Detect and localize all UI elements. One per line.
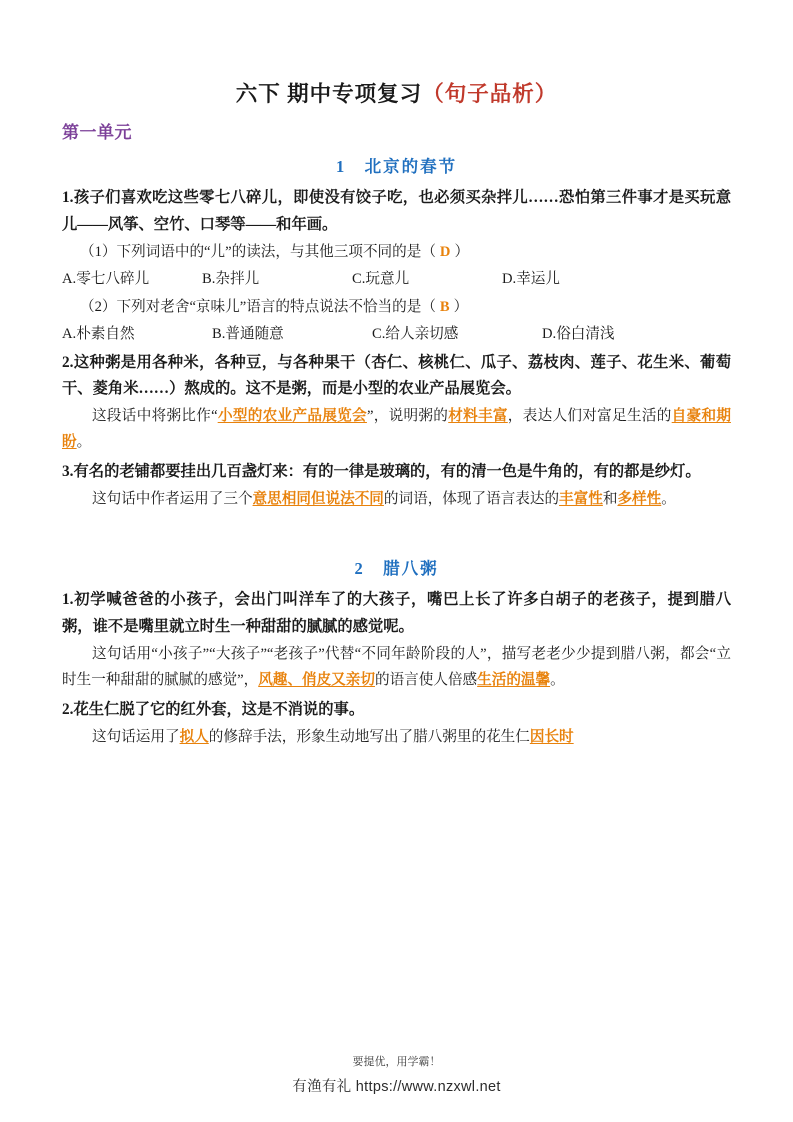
- highlight-answer: 丰富性: [559, 491, 603, 508]
- lesson-1-q1-sub2-options: [62, 322, 731, 347]
- highlight-answer: 多样性: [617, 491, 662, 508]
- page-footer: [0, 1053, 793, 1096]
- lesson-1-question-2: 2.这种粥是用各种米，各种豆，与各种果干（杏仁、核桃仁、瓜子、荔枝肉、莲子、花生米、葡萄干、菱角米……）熬成的。这不是粥，而是小型的农业产品展览会。: [62, 353, 731, 397]
- lesson-1-q3-explanation: [62, 487, 731, 513]
- lesson-1-question-1: 1.孩子们喜欢吃这些零七八碎儿，即使没有饺子吃，也必须买杂拌儿……恐怕第三件事才是买玩意儿——风筝、空竹、口琴等——和年画。: [62, 189, 731, 233]
- option-d: D.俗白清浅: [542, 325, 615, 342]
- highlight-answer: 意思相同但说法不同: [252, 491, 384, 508]
- lesson-2-question-1: 1.初学喊爸爸的小孩子，会出门叫洋车了的大孩子，嘴巴上长了许多白胡子的老孩子，提到腊八粥，谁不是嘴里就立时生一种甜甜的腻腻的感觉呢。: [62, 591, 731, 635]
- option-c: C.给人亲切感: [372, 325, 459, 342]
- page-title-main: 六下 期中专项复习: [235, 82, 423, 106]
- lesson-2-number: 2: [354, 559, 365, 579]
- lesson-2-name: 腊八粥: [383, 559, 439, 579]
- lesson-1-q1-sub1-options: [62, 267, 731, 292]
- lesson-1-q1-sub2-close: ）: [453, 298, 469, 315]
- lesson-1-heading: [62, 153, 731, 177]
- option-b: B.普通随意: [212, 325, 284, 342]
- lesson-2-question-2: 2.花生仁脱了它的红外套，这是不消说的事。: [62, 700, 365, 718]
- expl-text: 这句话运用了: [92, 729, 180, 746]
- expl-text: 。: [550, 671, 565, 688]
- lesson-1-q1-sub1: [62, 240, 731, 265]
- expl-text: 。: [76, 434, 92, 451]
- lesson-1-number: 1: [335, 157, 347, 177]
- option-b: B.杂拌儿: [202, 270, 260, 287]
- expl-text: 这段话中将粥比作“: [92, 408, 218, 425]
- unit-heading: 第一单元: [62, 123, 132, 143]
- expl-text: ，表达人们对富足生活的: [507, 408, 672, 425]
- expl-text: 和: [602, 491, 618, 508]
- expl-text: 这句话用“小孩子”“大孩子”“老孩子”代替“不同年龄阶段的人”，描写老老少少提到腊八粥，都会“立时生一种甜甜的腻腻的感觉”，: [62, 646, 731, 688]
- lesson-1-q2-explanation: [62, 404, 731, 456]
- expl-text: 。: [661, 491, 676, 508]
- option-a: A.零七八碎儿: [62, 270, 150, 287]
- lesson-1-name: 北京的春节: [364, 157, 458, 177]
- highlight-answer: 自豪和期盼: [62, 408, 731, 451]
- expl-text: 这句话中作者运用了三个: [92, 491, 253, 508]
- expl-text: 的修辞手法，形象生动地写出了腊八粥里的花生仁: [208, 729, 530, 746]
- expl-text: 的语言使人倍感: [374, 671, 478, 688]
- lesson-1-q1-sub2-text: （2）下列对老舍“京味儿”语言的特点说法不恰当的是（: [80, 298, 436, 315]
- option-c: C.玩意儿: [352, 270, 410, 287]
- lesson-1-question-3: 3.有名的老铺都要挂出几百盏灯来：有的一律是玻璃的，有的清一色是牛角的，有的都是纱灯。: [62, 463, 701, 481]
- lesson-1-q1-sub1-text: （1）下列词语中的“儿”的读法，与其他三项不同的是（: [80, 243, 436, 260]
- highlight-answer: 材料丰富: [448, 408, 508, 425]
- page-title-paren: （句子品析）: [422, 82, 558, 106]
- footer-brand: 有渔有礼 https://www.nzxwl.net: [292, 1079, 501, 1095]
- lesson-2-q2-explanation: [62, 725, 731, 751]
- option-a: A.朴素自然: [62, 325, 135, 342]
- option-d: D.幸运儿: [502, 270, 560, 287]
- expl-text: ”，说明粥的: [366, 408, 449, 425]
- lesson-2-q1-explanation: [62, 642, 731, 694]
- lesson-2-heading: [62, 555, 731, 579]
- lesson-1-q1-sub1-close: ）: [454, 243, 470, 260]
- highlight-answer: 因长时: [529, 729, 574, 746]
- highlight-answer: 小型的农业产品展览会: [217, 408, 367, 425]
- page-title: [62, 78, 731, 110]
- lesson-1-q1-sub2-answer: B: [439, 298, 450, 315]
- section-spacer: [62, 515, 731, 545]
- lesson-1-q1-sub2: [62, 295, 731, 320]
- highlight-answer: 拟人: [179, 729, 209, 746]
- lesson-1-q1-sub1-answer: D: [439, 243, 451, 260]
- footer-note: 要提优，用学霸！: [352, 1056, 441, 1068]
- expl-text: 的词语，体现了语言表达的: [383, 491, 560, 508]
- highlight-answer: 风趣、俏皮又亲切: [258, 671, 375, 688]
- highlight-answer: 生活的温馨: [477, 671, 551, 688]
